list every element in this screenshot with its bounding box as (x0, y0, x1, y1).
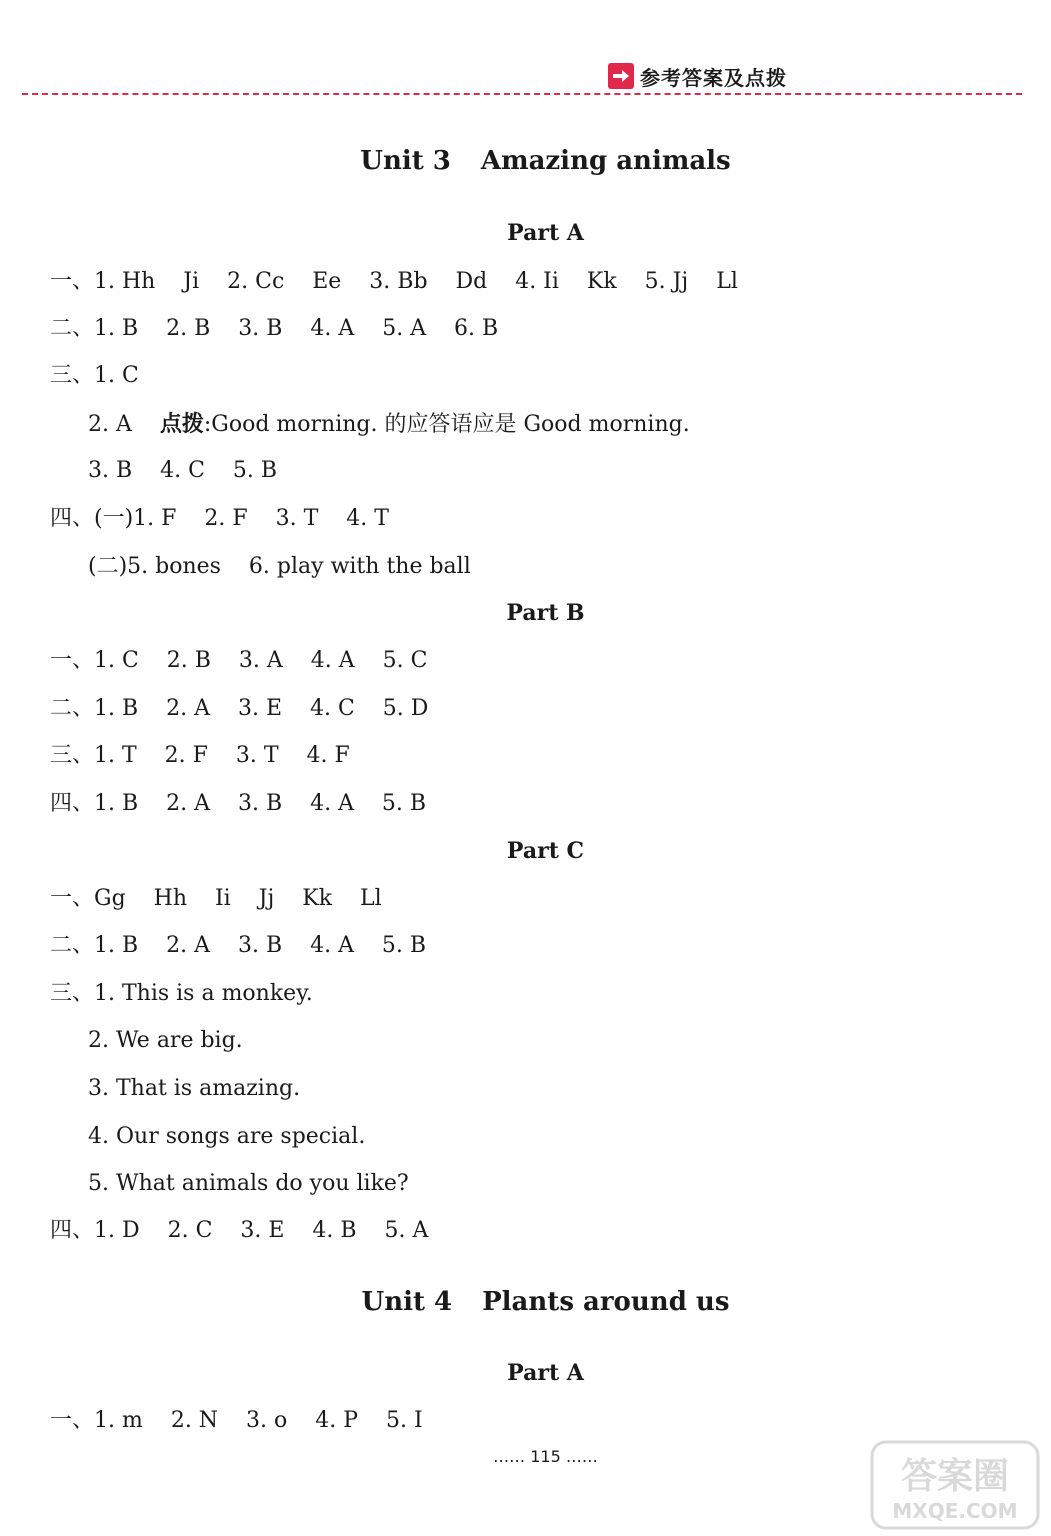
answer-line: 三、1. This is a monkey. (50, 981, 313, 1006)
answer-line: 5. What animals do you like? (88, 1171, 409, 1196)
answer-line: 3. That is amazing. (88, 1076, 301, 1101)
header-divider (22, 93, 1022, 95)
answer-line: 二、1. B 2. B 3. B 4. A 5. A 6. B (50, 316, 499, 341)
answer-line: 三、1. T 2. F 3. T 4. F (50, 743, 350, 768)
answer-line: 四、(一)1. F 2. F 3. T 4. T (50, 506, 389, 531)
footer-dots-left: …… (493, 1447, 526, 1466)
answer-line-with-note (88, 410, 690, 439)
answer-line: 2. We are big. (88, 1028, 243, 1053)
page-header (608, 60, 787, 92)
unit-3-title (0, 146, 1051, 176)
header-title: 参考答案及点拨 (640, 65, 787, 90)
unit-4-part-a-title: Part A (507, 1360, 584, 1386)
answer-line: 四、1. D 2. C 3. E 4. B 5. A (50, 1218, 429, 1243)
answer-line: 4. Our songs are special. (88, 1124, 366, 1149)
unit-3-part-b-title: Part B (506, 600, 585, 626)
answer-line: 二、1. B 2. A 3. E 4. C 5. D (50, 696, 429, 721)
answer-line: 三、1. C (50, 363, 139, 388)
unit-4-title (0, 1287, 1051, 1317)
answer-line: (二)5. bones 6. play with the ball (88, 554, 471, 579)
answer-line: 一、1. m 2. N 3. o 4. P 5. I (50, 1408, 423, 1433)
answer-line: 一、1. C 2. B 3. A 4. A 5. C (50, 648, 428, 673)
answer-line: 一、Gg Hh Ii Jj Kk Ll (50, 886, 382, 911)
watermark-text: 答案圈 (900, 1456, 1010, 1497)
page-number-value: 115 (530, 1447, 561, 1466)
unit-label: Unit 4 (361, 1287, 453, 1317)
unit-3-part-a-title: Part A (507, 220, 584, 246)
unit-3-part-c-title: Part C (506, 838, 585, 864)
note-label: 点拨 (159, 411, 204, 437)
watermark-url: MXQE.COM (892, 1499, 1018, 1523)
unit-label: Unit 3 (360, 146, 451, 176)
answer-line: 一、1. Hh Ji 2. Cc Ee 3. Bb Dd 4. Ii Kk 5. Jj Ll (50, 269, 738, 294)
unit-name: Amazing animals (480, 146, 731, 176)
unit-name: Plants around us (482, 1287, 730, 1317)
answer-line: 二、1. B 2. A 3. B 4. A 5. B (50, 933, 427, 958)
footer-dots-right: …… (565, 1447, 598, 1466)
answer-text: 2. A (88, 412, 132, 437)
answer-line: 四、1. B 2. A 3. B 4. A 5. B (50, 791, 427, 816)
right-arrow-icon (608, 63, 634, 89)
answer-line: 3. B 4. C 5. B (88, 458, 278, 483)
note-text: :Good morning. 的应答语应是 Good morning. (203, 412, 690, 437)
watermark-logo (870, 1440, 1040, 1530)
